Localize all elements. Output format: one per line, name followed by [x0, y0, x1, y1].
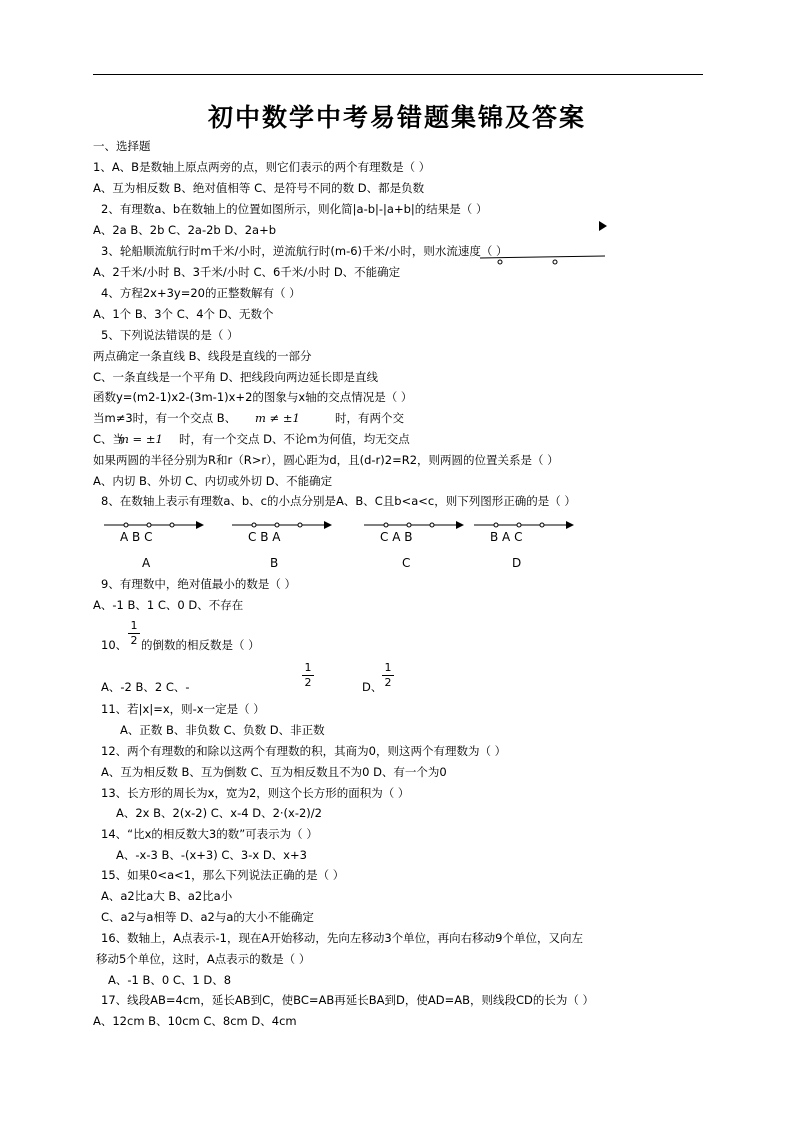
text-line: C、一条直线是一个平角 D、把线段向两边延长即是直线: [93, 370, 379, 384]
fraction-denominator: 2: [130, 634, 138, 647]
page-title: 初中数学中考易错题集锦及答案: [207, 103, 586, 132]
text-line: A、12cm B、10cm C、8cm D、4cm: [93, 1014, 297, 1028]
text-line: A、互为相反数 B、绝对值相等 C、是符号不同的数 D、都是负数: [93, 181, 425, 195]
text-line: A、内切 B、外切 C、内切或外切 D、不能确定: [93, 474, 333, 488]
text-line: A、正数 B、非负数 C、负数 D、非正数: [120, 723, 325, 737]
number-line-point-labels: C A B: [380, 530, 413, 544]
math-m-eq-pm1: m = ±1: [118, 432, 163, 446]
text-line: 时，有两个交: [335, 411, 404, 425]
text-line: A、2a B、2b C、2a-2b D、2a+b: [93, 223, 277, 237]
text-line: 12、两个有理数的和除以这两个有理数的积，其商为0，则这两个有理数为（ ）: [101, 744, 507, 758]
number-line-point-labels: A B C: [120, 530, 153, 544]
text-line: 2、有理数a、b在数轴上的位置如图所示，则化简|a-b|-|a+b|的结果是（ ）: [101, 202, 488, 216]
text-line: 16、数轴上，A点表示-1，现在A开始移动，先向左移动3个单位，再向右移动9个单位，又向左: [101, 931, 583, 945]
text-line: A、-1 B、1 C、0 D、不存在: [93, 598, 244, 612]
fraction-one-half: [128, 620, 140, 647]
fraction-numerator: 1: [130, 619, 138, 632]
number-line-point-labels: B A C: [490, 530, 523, 544]
fraction-option-d: [382, 662, 394, 689]
fraction-denominator: 2: [304, 676, 312, 689]
text-line: C、a2与a相等 D、a2与a的大小不能确定: [101, 910, 314, 924]
text-line: 5、下列说法错误的是（ ）: [101, 328, 239, 342]
q2-arrow-fragment: [596, 219, 610, 233]
text-line: D、: [362, 680, 383, 694]
text-line: 4、方程2x+3y=20的正整数解有（ ）: [101, 286, 301, 300]
text-line: 13、长方形的周长为x，宽为2，则这个长方形的面积为（ ）: [101, 786, 410, 800]
text-line: A、2x B、2(x-2) C、x-4 D、2·(x-2)/2: [116, 806, 322, 820]
fraction-option-c: [302, 662, 314, 689]
text-line: 14、“比x的相反数大3的数”可表示为（ ）: [101, 827, 318, 841]
text-line: 函数y=(m2-1)x2-(3m-1)x+2的图象与x轴的交点情况是（ ）: [93, 390, 413, 404]
number-line-option-label: C: [402, 556, 411, 570]
text-line: A、-1 B、0 C、1 D、8: [108, 973, 232, 987]
text-line: A、互为相反数 B、互为倒数 C、互为相反数且不为0 D、有一个为0: [101, 765, 447, 779]
text-line: 10、: [101, 638, 128, 652]
text-line: 17、线段AB=4cm，延长AB到C，使BC=AB再延长BA到D，使AD=AB，则线段CD的长为（ ）: [101, 993, 595, 1007]
text-line: A、1个 B、3个 C、4个 D、无数个: [93, 307, 274, 321]
text-line: 时，有一个交点 D、不论m为何值，均无交点: [179, 432, 410, 446]
text-line: A、2千米/小时 B、3千米/小时 C、6千米/小时 D、不能确定: [93, 265, 401, 279]
text-line: 11、若|x|=x，则-x一定是（ ）: [101, 702, 265, 716]
section-heading: 一、选择题: [93, 139, 151, 153]
number-line-option-label: D: [512, 556, 522, 570]
text-line: C、当: [93, 432, 125, 446]
fraction-numerator: 1: [384, 661, 392, 674]
text-line: 如果两圆的半径分别为R和r（R>r），圆心距为d，且(d-r)2=R2，则两圆的位置关系是（ ）: [93, 453, 559, 467]
number-line-option-label: B: [270, 556, 279, 570]
math-m-not-pm1: m ≠ ±1: [255, 411, 300, 425]
text-line: 移动5个单位，这时，A点表示的数是（ ）: [96, 952, 311, 966]
text-line: 当m≠3时，有一个交点 B、: [93, 411, 237, 425]
fraction-numerator: 1: [304, 661, 312, 674]
text-line: A、-2 B、2 C、-: [101, 680, 190, 694]
text-line: 1、A、B是数轴上原点两旁的点，则它们表示的两个有理数是（ ）: [93, 160, 431, 174]
text-line: A、-x-3 B、-(x+3) C、3-x D、x+3: [116, 848, 307, 862]
fraction-denominator: 2: [384, 676, 392, 689]
text-line: 15、如果0<a<1，那么下列说法正确的是（ ）: [101, 868, 345, 882]
number-line-point-labels: C B A: [248, 530, 281, 544]
q3-line-fragment: [480, 248, 610, 272]
text-line: A、a2比a大 B、a2比a小: [101, 889, 233, 903]
text-line: 3、轮船顺流航行时m千米/小时，逆流航行时(m-6)千米/小时，则水流速度（ ）: [101, 244, 508, 258]
text-line: 的倒数的相反数是（ ）: [141, 638, 260, 652]
number-line-option-label: A: [142, 556, 151, 570]
text-line: 两点确定一条直线 B、线段是直线的一部分: [93, 349, 312, 363]
header-rule: [93, 74, 703, 75]
text-line: 8、在数轴上表示有理数a、b、c的小点分别是A、B、C且b<a<c，则下列图形正确的是（ ）: [101, 494, 576, 508]
text-line: 9、有理数中，绝对值最小的数是（ ）: [101, 577, 296, 591]
